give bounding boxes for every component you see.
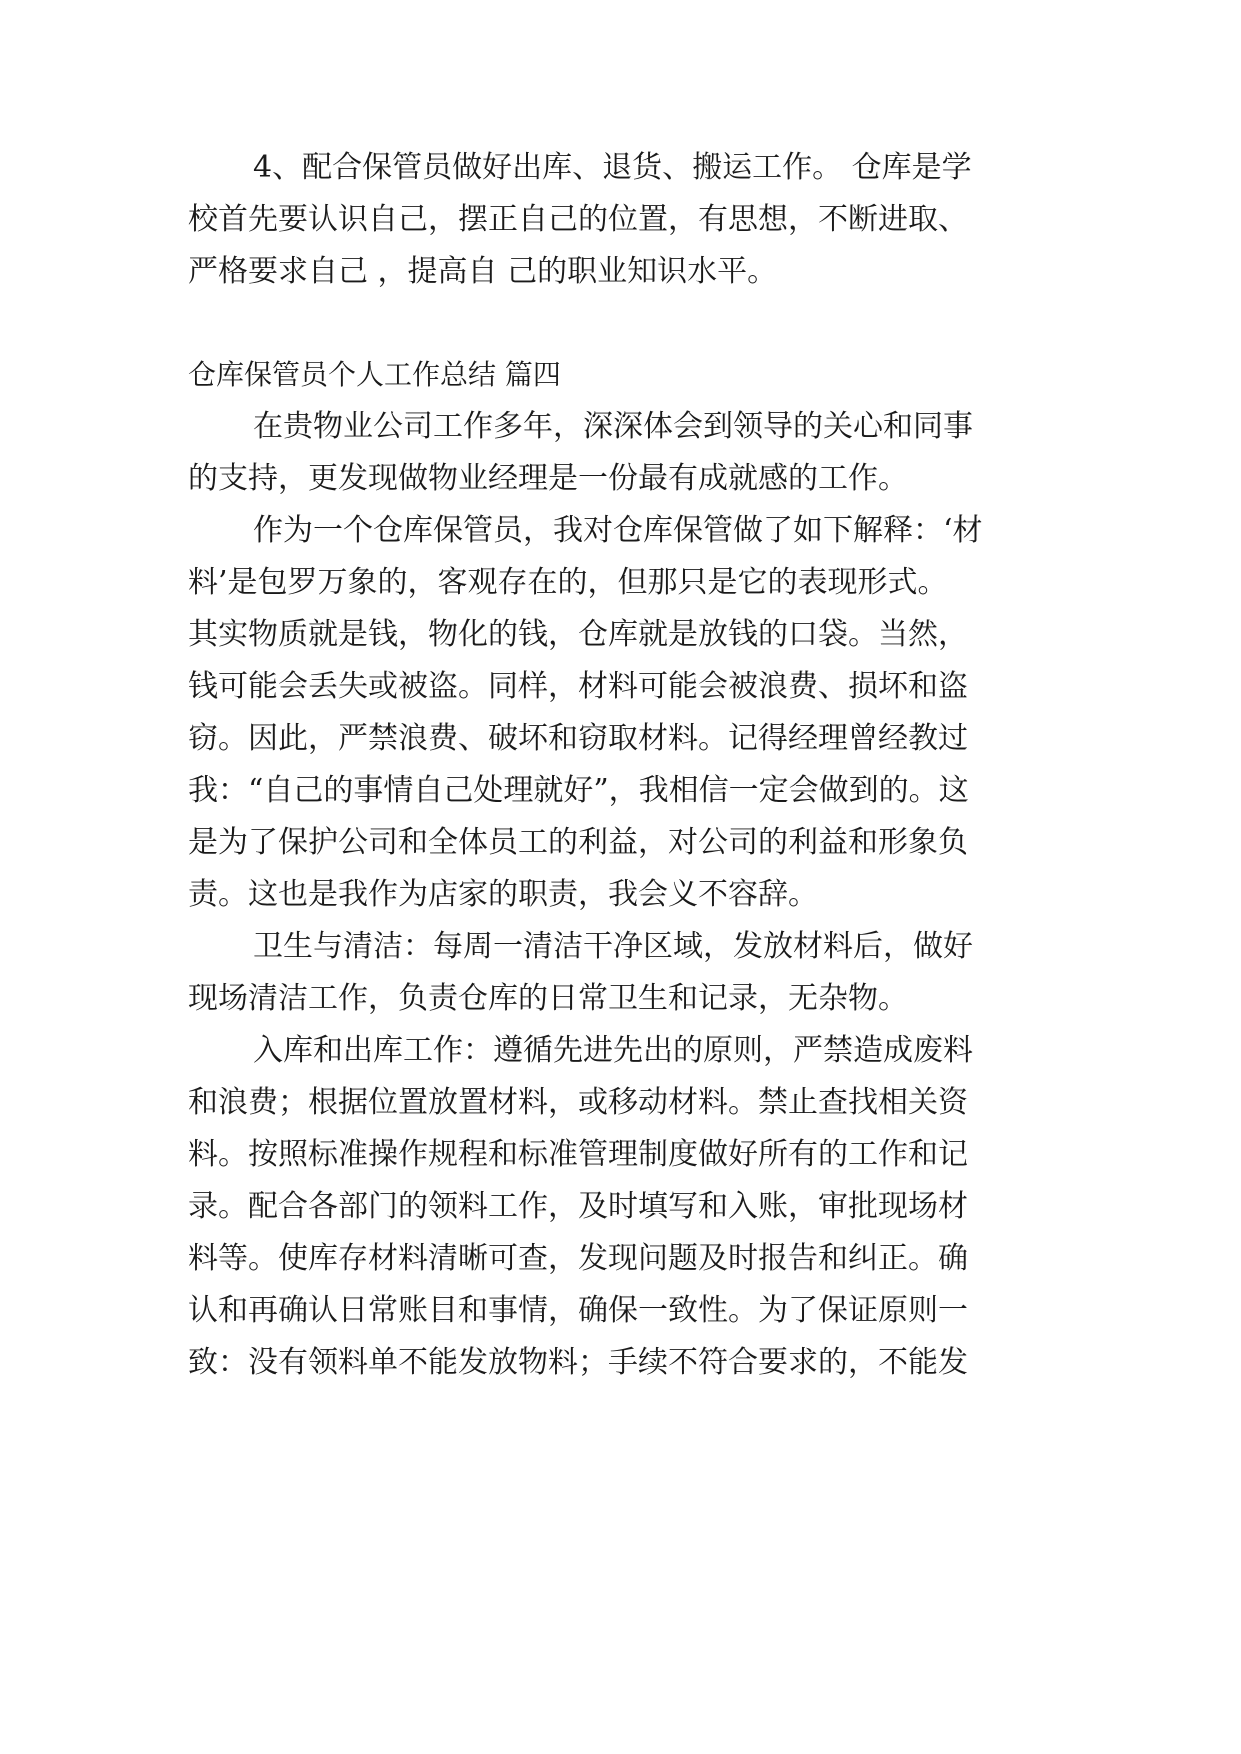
text-line: 认和再确认日常账目和事情，确保一致性。为了保证原则一	[188, 1293, 968, 1328]
text-line: 和浪费；根据位置放置材料，或移动材料。禁止查找相关资	[188, 1085, 968, 1120]
text-line: 校首先要认识自己，摆正自己的位置，有思想，不断进取、	[188, 202, 968, 237]
text-line: 责。这也是我作为店家的职责，我会义不容辞。	[188, 877, 818, 912]
text-line: 致：没有领料单不能发放物料；手续不符合要求的，不能发	[188, 1345, 968, 1380]
text-line: 严格要求自己 ，提高自 己的职业知识水平。	[188, 254, 778, 289]
text-line: 料。按照标准操作规程和标准管理制度做好所有的工作和记	[188, 1137, 968, 1172]
text-line: 的支持，更发现做物业经理是一份最有成就感的工作。	[188, 461, 908, 496]
text-line: 窃。因此，严禁浪费、破坏和窃取材料。记得经理曾经教过	[188, 721, 968, 756]
text-line: 在贵物业公司工作多年，深深体会到领导的关心和同事	[253, 409, 973, 444]
text-line: 料’是包罗万象的，客观存在的，但那只是它的表现形式。	[188, 565, 948, 600]
text-line: 录。配合各部门的领料工作，及时填写和入账，审批现场材	[188, 1189, 968, 1224]
text-line: 4、配合保管员做好出库、退货、搬运工作。 仓库是学	[253, 150, 972, 185]
text-line: 我：“自己的事情自己处理就好”，我相信一定会做到的。这	[188, 773, 969, 808]
text-line: 料等。使库存材料清晰可查，发现问题及时报告和纠正。确	[188, 1241, 968, 1276]
text-line: 入库和出库工作：遵循先进先出的原则，严禁造成废料	[253, 1033, 973, 1068]
text-line: 作为一个仓库保管员，我对仓库保管做了如下解释：‘材	[253, 513, 983, 548]
text-line: 卫生与清洁：每周一清洁干净区域，发放材料后，做好	[253, 929, 973, 964]
text-line: 其实物质就是钱，物化的钱，仓库就是放钱的口袋。当然，	[188, 617, 968, 652]
text-line: 是为了保护公司和全体员工的利益，对公司的利益和形象负	[188, 825, 968, 860]
section-heading: 仓库保管员个人工作总结 篇四	[188, 358, 561, 391]
text-line: 现场清洁工作，负责仓库的日常卫生和记录，无杂物。	[188, 981, 908, 1016]
text-line: 钱可能会丢失或被盗。同样，材料可能会被浪费、损坏和盗	[188, 669, 968, 704]
